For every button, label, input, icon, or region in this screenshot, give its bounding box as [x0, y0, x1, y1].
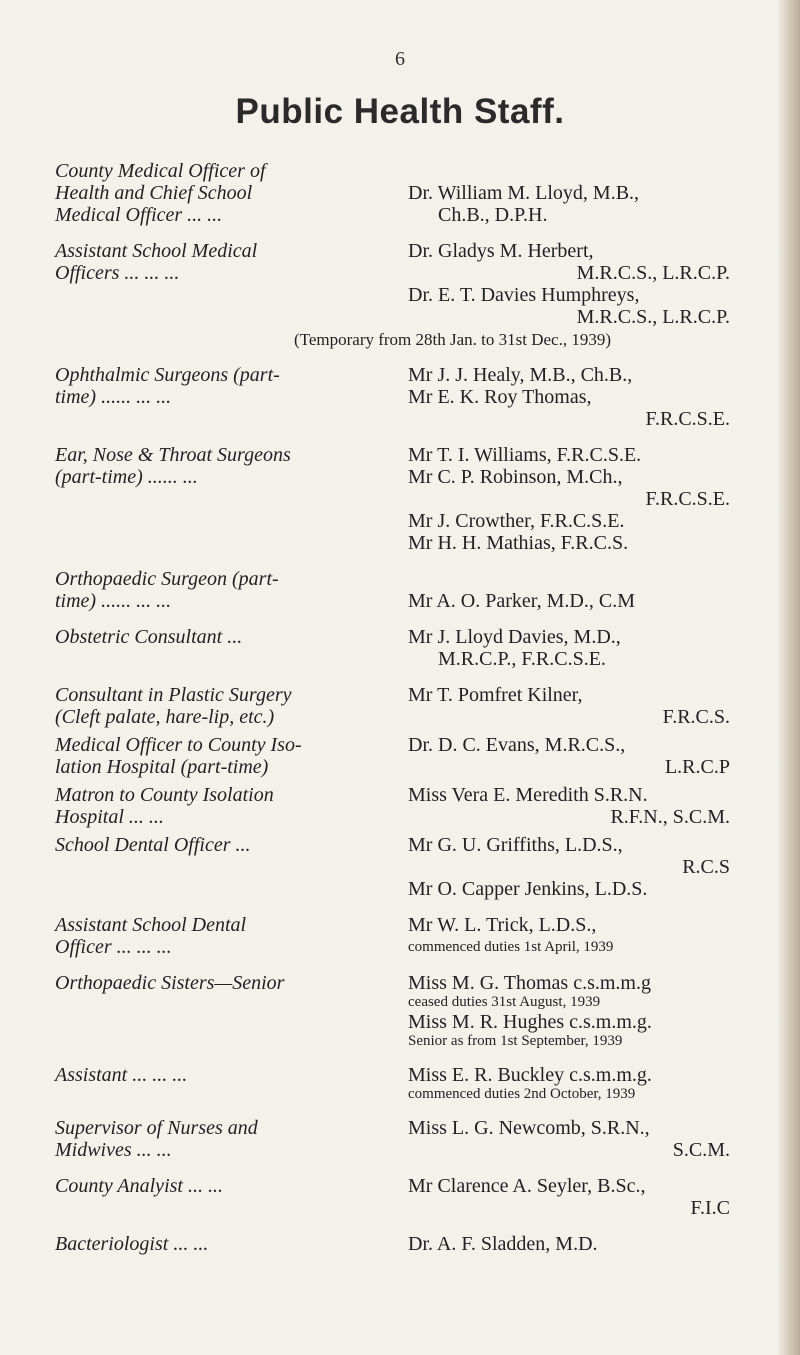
role-label: Orthopaedic Sisters—Senior: [55, 972, 285, 994]
staff-entry-orthopaedic-sisters: [55, 972, 730, 1050]
role-label: Matron to County Isolation Hospital ... ...: [55, 784, 274, 828]
staff-names: Mr W. L. Trick, L.D.S., commenced duties 1st April, 1939: [408, 914, 614, 955]
role-label: County Analyist ... ...: [55, 1175, 223, 1197]
staff-entry-ent-surgeons: [55, 444, 730, 554]
staff-names: Mr T. Pomfret Kilner, F.R.C.S.: [408, 684, 730, 728]
staff-names: Mr T. I. Williams, F.R.C.S.E. Mr C. P. Robinson, M.Ch., F.R.C.S.E. Mr J. Crowther, F.R.C.S.E. Mr H. H. Mathias, F.R.C.S.: [408, 444, 730, 554]
staff-entry-ophthalmic-surgeons: [55, 364, 730, 430]
staff-names: Miss E. R. Buckley c.s.m.m.g. commenced duties 2nd October, 1939: [408, 1064, 652, 1102]
staff-names: Dr. D. C. Evans, M.R.C.S., L.R.C.P: [408, 734, 730, 778]
staff-names: Mr J. J. Healy, M.B., Ch.B., Mr E. K. Roy Thomas, F.R.C.S.E.: [408, 364, 730, 430]
staff-names: Mr Clarence A. Seyler, B.Sc., F.I.C: [408, 1175, 730, 1219]
staff-list: [55, 160, 730, 1269]
staff-names: Mr J. Lloyd Davies, M.D., M.R.C.P., F.R.C.S.E.: [408, 626, 621, 670]
staff-names: Miss M. G. Thomas c.s.m.m.g ceased duties 31st August, 1939 Miss M. R. Hughes c.s.m.m.g. Senior as from 1st September, 1939: [408, 972, 652, 1049]
staff-names: Mr A. O. Parker, M.D., C.M: [408, 590, 635, 612]
temporary-note: (Temporary from 28th Jan. to 31st Dec., 1939): [293, 330, 611, 349]
role-label: Ear, Nose & Throat Surgeons (part-time) ...... ...: [55, 444, 291, 488]
staff-entry-assistant-school-dental: [55, 914, 730, 958]
page-edge-shadow: [778, 0, 800, 1355]
role-label: Consultant in Plastic Surgery (Cleft palate, hare-lip, etc.): [55, 684, 292, 728]
role-label: Assistant School Dental Officer ... ... ...: [55, 914, 247, 958]
role-label: County Medical Officer of Health and Chief School Medical Officer ... ...: [55, 160, 266, 226]
role-label: Ophthalmic Surgeons (part- time) ...... ... ...: [55, 364, 280, 408]
role-label: Assistant ... ... ...: [55, 1064, 188, 1086]
role-label: Assistant School Medical Officers ... ... ...: [55, 240, 258, 284]
staff-entry-assistant-school-medical: [55, 240, 730, 328]
staff-names: Dr. A. F. Sladden, M.D.: [408, 1233, 598, 1255]
role-label: Medical Officer to County Iso- lation Hospital (part-time): [55, 734, 302, 778]
role-label: Orthopaedic Surgeon (part- time) ...... ... ...: [55, 568, 279, 612]
role-label: Bacteriologist ... ...: [55, 1233, 209, 1255]
staff-entry-county-medical-officer: [55, 160, 730, 226]
staff-names: Mr G. U. Griffiths, L.D.S., R.C.S Mr O. Capper Jenkins, L.D.S.: [408, 834, 730, 900]
staff-entry-bacteriologist: [55, 1233, 730, 1255]
staff-entry-isolation-hospital-mo: [55, 734, 730, 778]
staff-entry-orthopaedic-surgeon: [55, 568, 730, 612]
staff-entry-assistant-sister: [55, 1064, 730, 1103]
role-label: School Dental Officer ...: [55, 834, 251, 856]
role-label: Supervisor of Nurses and Midwives ... ...: [55, 1117, 258, 1161]
staff-entry-obstetric-consultant: [55, 626, 730, 670]
staff-names: Miss L. G. Newcomb, S.R.N., S.C.M.: [408, 1117, 730, 1161]
page-title: Public Health Staff.: [235, 92, 565, 131]
staff-entry-supervisor-nurses: [55, 1117, 730, 1161]
staff-names: Dr. Gladys M. Herbert, M.R.C.S., L.R.C.P. Dr. E. T. Davies Humphreys, M.R.C.S., L.R.C.P.: [408, 240, 730, 328]
staff-entry-plastic-surgery-consultant: [55, 684, 730, 728]
staff-entry-matron: [55, 784, 730, 828]
staff-names: Miss Vera E. Meredith S.R.N. R.F.N., S.C.M.: [408, 784, 730, 828]
staff-entry-county-analyist: [55, 1175, 730, 1219]
staff-entry-school-dental-officer: [55, 834, 730, 900]
staff-names: Dr. William M. Lloyd, M.B., Ch.B., D.P.H.: [408, 182, 640, 226]
role-label: Obstetric Consultant ...: [55, 626, 243, 648]
page-number: 6: [395, 48, 405, 70]
